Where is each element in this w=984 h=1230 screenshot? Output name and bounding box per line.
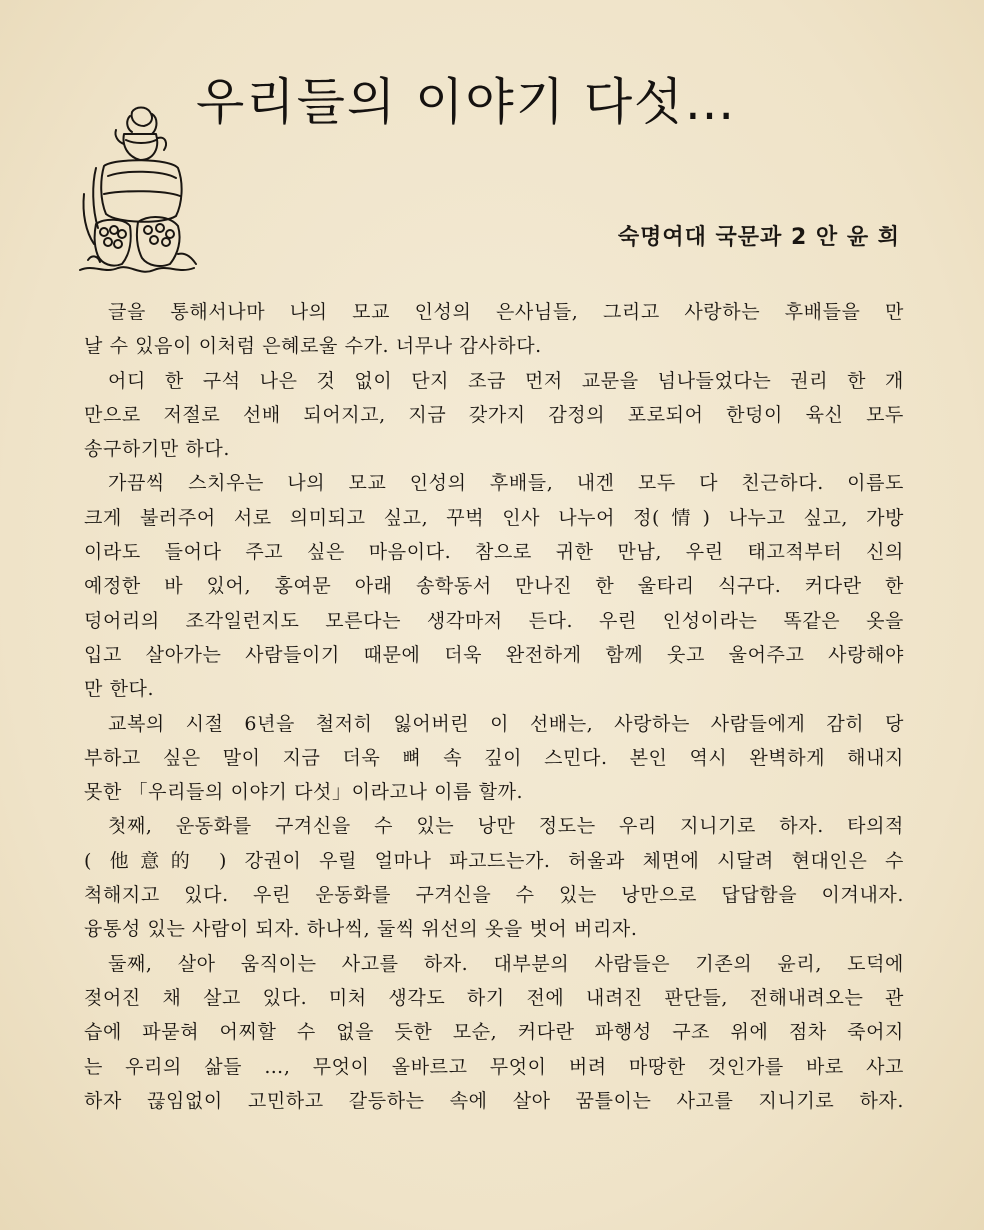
text-line: 송구하기만 하다. bbox=[84, 438, 230, 461]
kettle-sketch-icon bbox=[74, 104, 200, 280]
text-line: 못한 「우리들의 이야기 다섯」이라고나 이름 할까. bbox=[84, 781, 524, 804]
text-line: 만으로 저절로 선배 되어지고, 지금 갖가지 감정의 포로되어 한덩이 육신 모두 bbox=[84, 403, 904, 426]
text-line: ( 他意的 ) 강권이 우릴 얼마나 파고드는가. 허울과 체면에 시달려 현대인은 수 bbox=[84, 849, 904, 872]
text-line: 첫째, 운동화를 구겨신을 수 있는 낭만 정도는 우리 지니기로 하자. 타의적 bbox=[108, 815, 904, 838]
article-body bbox=[84, 295, 904, 1118]
text-line: 만 한다. bbox=[84, 678, 155, 701]
text-line: 교복의 시절 6년을 철저히 잃어버린 이 선배는, 사랑하는 사람들에게 감히 당 bbox=[108, 712, 904, 735]
text-line: 둘째, 살아 움직이는 사고를 하자. 대부분의 사람들은 기존의 윤리, 도덕에 bbox=[108, 952, 904, 975]
text-line: 입고 살아가는 사람들이기 때문에 더욱 완전하게 함께 웃고 울어주고 사랑해야 bbox=[84, 643, 904, 666]
text-line: 융통성 있는 사람이 되자. 하나씩, 둘씩 위선의 옷을 벗어 버리자. bbox=[84, 918, 638, 941]
kettle-on-stove-illustration bbox=[74, 104, 200, 280]
text-line: 덩어리의 조각일런지도 모른다는 생각마저 든다. 우린 인성이라는 똑같은 옷을 bbox=[84, 609, 904, 632]
text-line: 크게 불러주어 서로 의미되고 싶고, 꾸벅 인사 나누어 정(情) 나누고 싶고, 가방 bbox=[84, 506, 904, 529]
text-line: 하자 끊임없이 고민하고 갈등하는 속에 살아 꿈틀이는 사고를 지니기로 하자. bbox=[84, 1089, 904, 1112]
text-line: 어디 한 구석 나은 것 없이 단지 조금 먼저 교문을 넘나들었다는 권리 한 개 bbox=[108, 369, 904, 392]
text-line: 가끔씩 스치우는 나의 모교 인성의 후배들, 내겐 모두 다 친근하다. 이름도 bbox=[108, 472, 904, 495]
author-byline: 숙명여대 국문과 2 안 윤 희 bbox=[617, 225, 900, 250]
text-line: 날 수 있음이 이처럼 은혜로울 수가. 너무나 감사하다. bbox=[84, 335, 542, 358]
text-line: 는 우리의 삶들 …, 무엇이 올바르고 무엇이 버려 마땅한 것인가를 바로 사고 bbox=[84, 1055, 904, 1078]
text-line: 이라도 들어다 주고 싶은 마음이다. 참으로 귀한 만남, 우린 태고적부터 신의 bbox=[84, 541, 904, 564]
text-line: 젖어진 채 살고 있다. 미처 생각도 하기 전에 내려진 판단들, 전해내려오는 관 bbox=[84, 986, 904, 1009]
text-line: 부하고 싶은 말이 지금 더욱 뼈 속 깊이 스민다. 본인 역시 완벽하게 해내지 bbox=[84, 746, 904, 769]
article-title: 우리들의 이야기 다섯… bbox=[196, 73, 737, 131]
text-line: 습에 파묻혀 어찌할 수 없을 듯한 모순, 커다란 파행성 구조 위에 점차 죽어지 bbox=[84, 1021, 904, 1044]
text-line: 척해지고 있다. 우린 운동화를 구겨신을 수 있는 낭만으로 답답함을 이겨내자. bbox=[84, 884, 904, 907]
text-line: 글을 통해서나마 나의 모교 인성의 은사님들, 그리고 사랑하는 후배들을 만 bbox=[108, 301, 904, 323]
text-line: 예정한 바 있어, 홍여문 아래 송학동서 만나진 한 울타리 식구다. 커다란 한 bbox=[84, 575, 904, 598]
